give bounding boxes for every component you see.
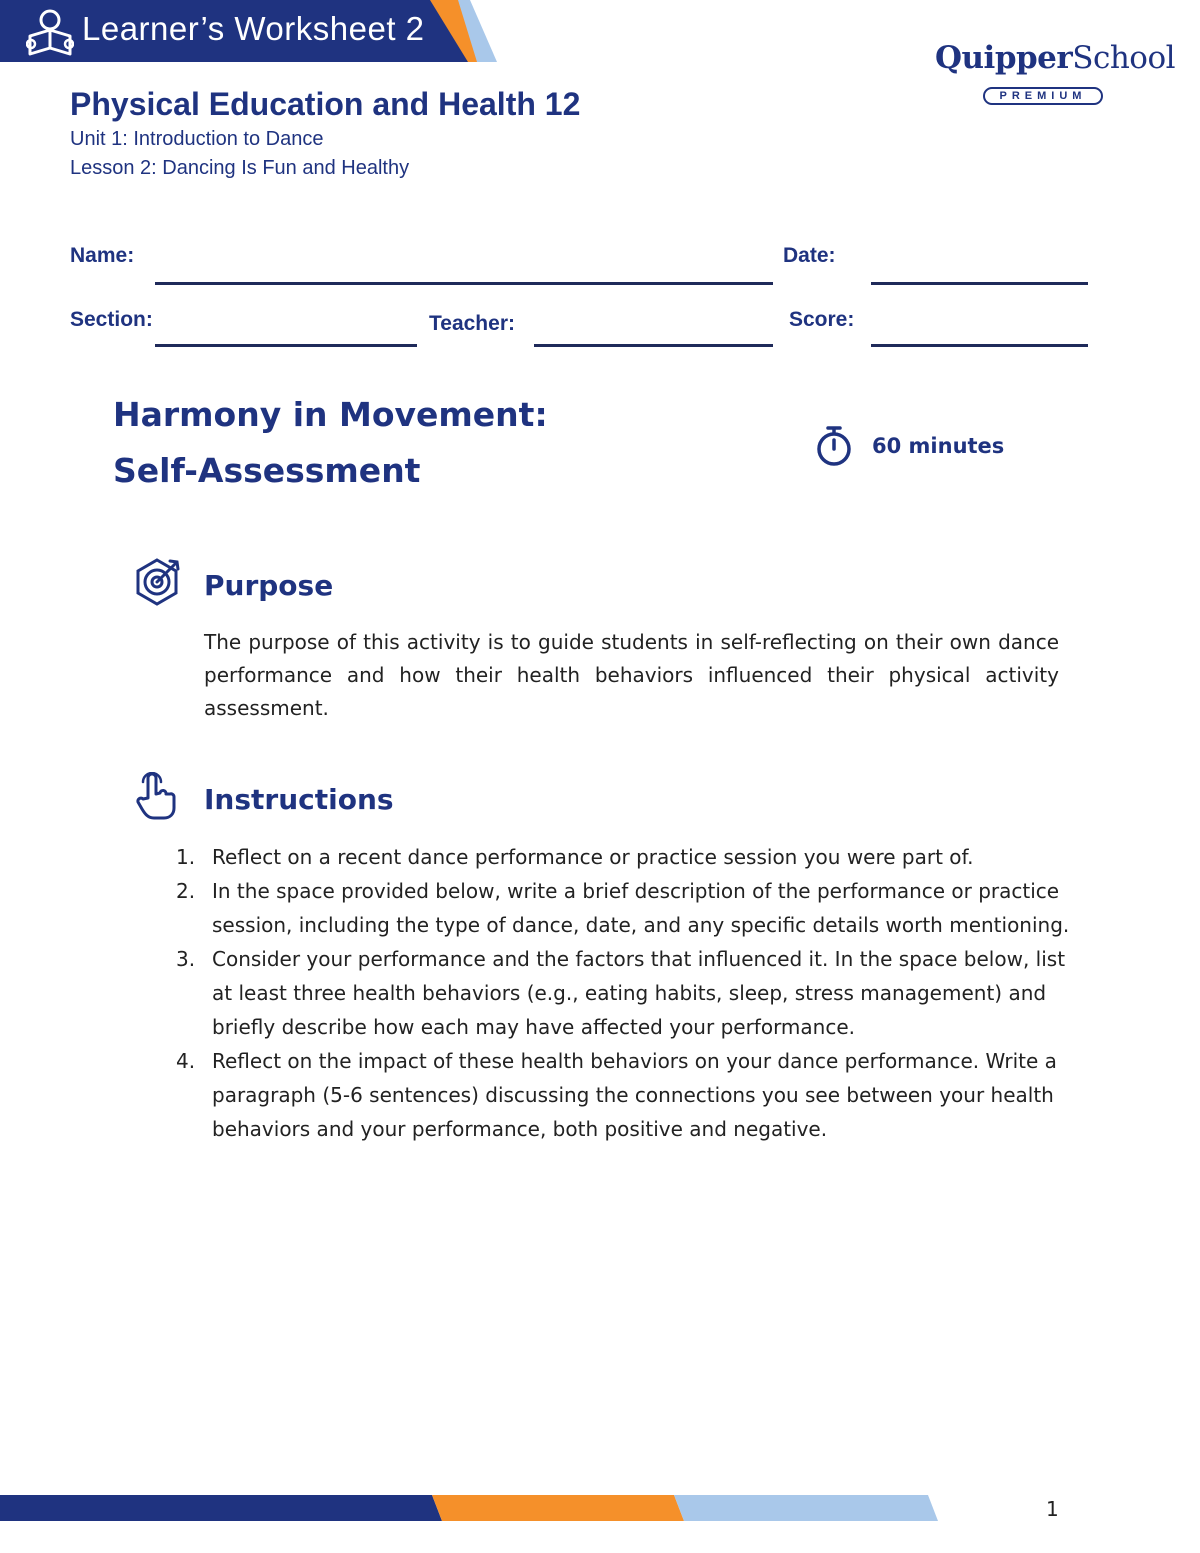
score-field[interactable] xyxy=(871,344,1088,347)
logo-premium-badge: PREMIUM xyxy=(983,87,1103,105)
date-field[interactable] xyxy=(871,282,1088,285)
instruction-text: In the space provided below, write a brief description of the performance or practice session, including the type of dance, date, and any specific details worth mentioning. xyxy=(212,879,1070,937)
logo-brand-bold: Quipper xyxy=(935,40,1073,76)
worksheet-title: Learner’s Worksheet 2 xyxy=(82,10,425,47)
instructions-list xyxy=(172,840,1072,1146)
name-field[interactable] xyxy=(155,282,773,285)
section-field[interactable] xyxy=(155,344,417,347)
date-label: Date: xyxy=(783,244,836,267)
instruction-item xyxy=(172,840,1072,874)
teacher-label: Teacher: xyxy=(429,312,515,335)
section-label: Section: xyxy=(70,308,153,331)
instruction-item xyxy=(172,1044,1072,1146)
logo-wordmark xyxy=(935,40,1175,76)
instructions-heading: Instructions xyxy=(204,783,394,816)
instruction-item xyxy=(172,874,1072,942)
purpose-text: The purpose of this activity is to guide students in self-reflecting on their own dance performance and how their health behaviors influenced their physical activity assessment. xyxy=(204,630,1059,720)
activity-title-line1: Harmony in Movement: xyxy=(113,395,548,434)
instruction-number: 3. xyxy=(176,947,196,971)
teacher-field[interactable] xyxy=(534,344,773,347)
instruction-text: Consider your performance and the factors that influenced it. In the space below, list at least three health behaviors (e.g., eating habits, sleep, stress management) and briefly describe how each may have affected your performance. xyxy=(212,947,1066,1039)
instruction-number: 1. xyxy=(176,845,196,869)
activity-duration: 60 minutes xyxy=(872,434,1005,458)
name-label: Name: xyxy=(70,244,135,267)
target-icon xyxy=(132,557,182,607)
instruction-number: 2. xyxy=(176,879,196,903)
score-label: Score: xyxy=(789,308,855,331)
quipper-school-logo xyxy=(935,40,1176,112)
subject-title: Physical Education and Health 12 xyxy=(70,86,581,122)
logo-brand-regular: School xyxy=(1072,40,1176,76)
unit-title: Unit 1: Introduction to Dance xyxy=(70,128,324,150)
instruction-text: Reflect on a recent dance performance or practice session you were part of. xyxy=(212,845,974,869)
instruction-text: Reflect on the impact of these health behaviors on your dance performance. Write a paragraph (5-6 sentences) discussing the connections you see between your health behaviors and your performance, both positive and negative. xyxy=(212,1049,1057,1141)
instruction-number: 4. xyxy=(176,1049,196,1073)
stopwatch-icon xyxy=(815,425,853,467)
lesson-title: Lesson 2: Dancing Is Fun and Healthy xyxy=(70,157,410,179)
page-number: 1 xyxy=(1046,1497,1059,1521)
pointing-hand-icon xyxy=(132,772,182,822)
student-reading-icon xyxy=(26,6,74,58)
footer-bar xyxy=(0,1495,940,1521)
activity-title-line2: Self-Assessment xyxy=(113,451,421,490)
instruction-item xyxy=(172,942,1072,1044)
purpose-heading: Purpose xyxy=(204,569,334,602)
